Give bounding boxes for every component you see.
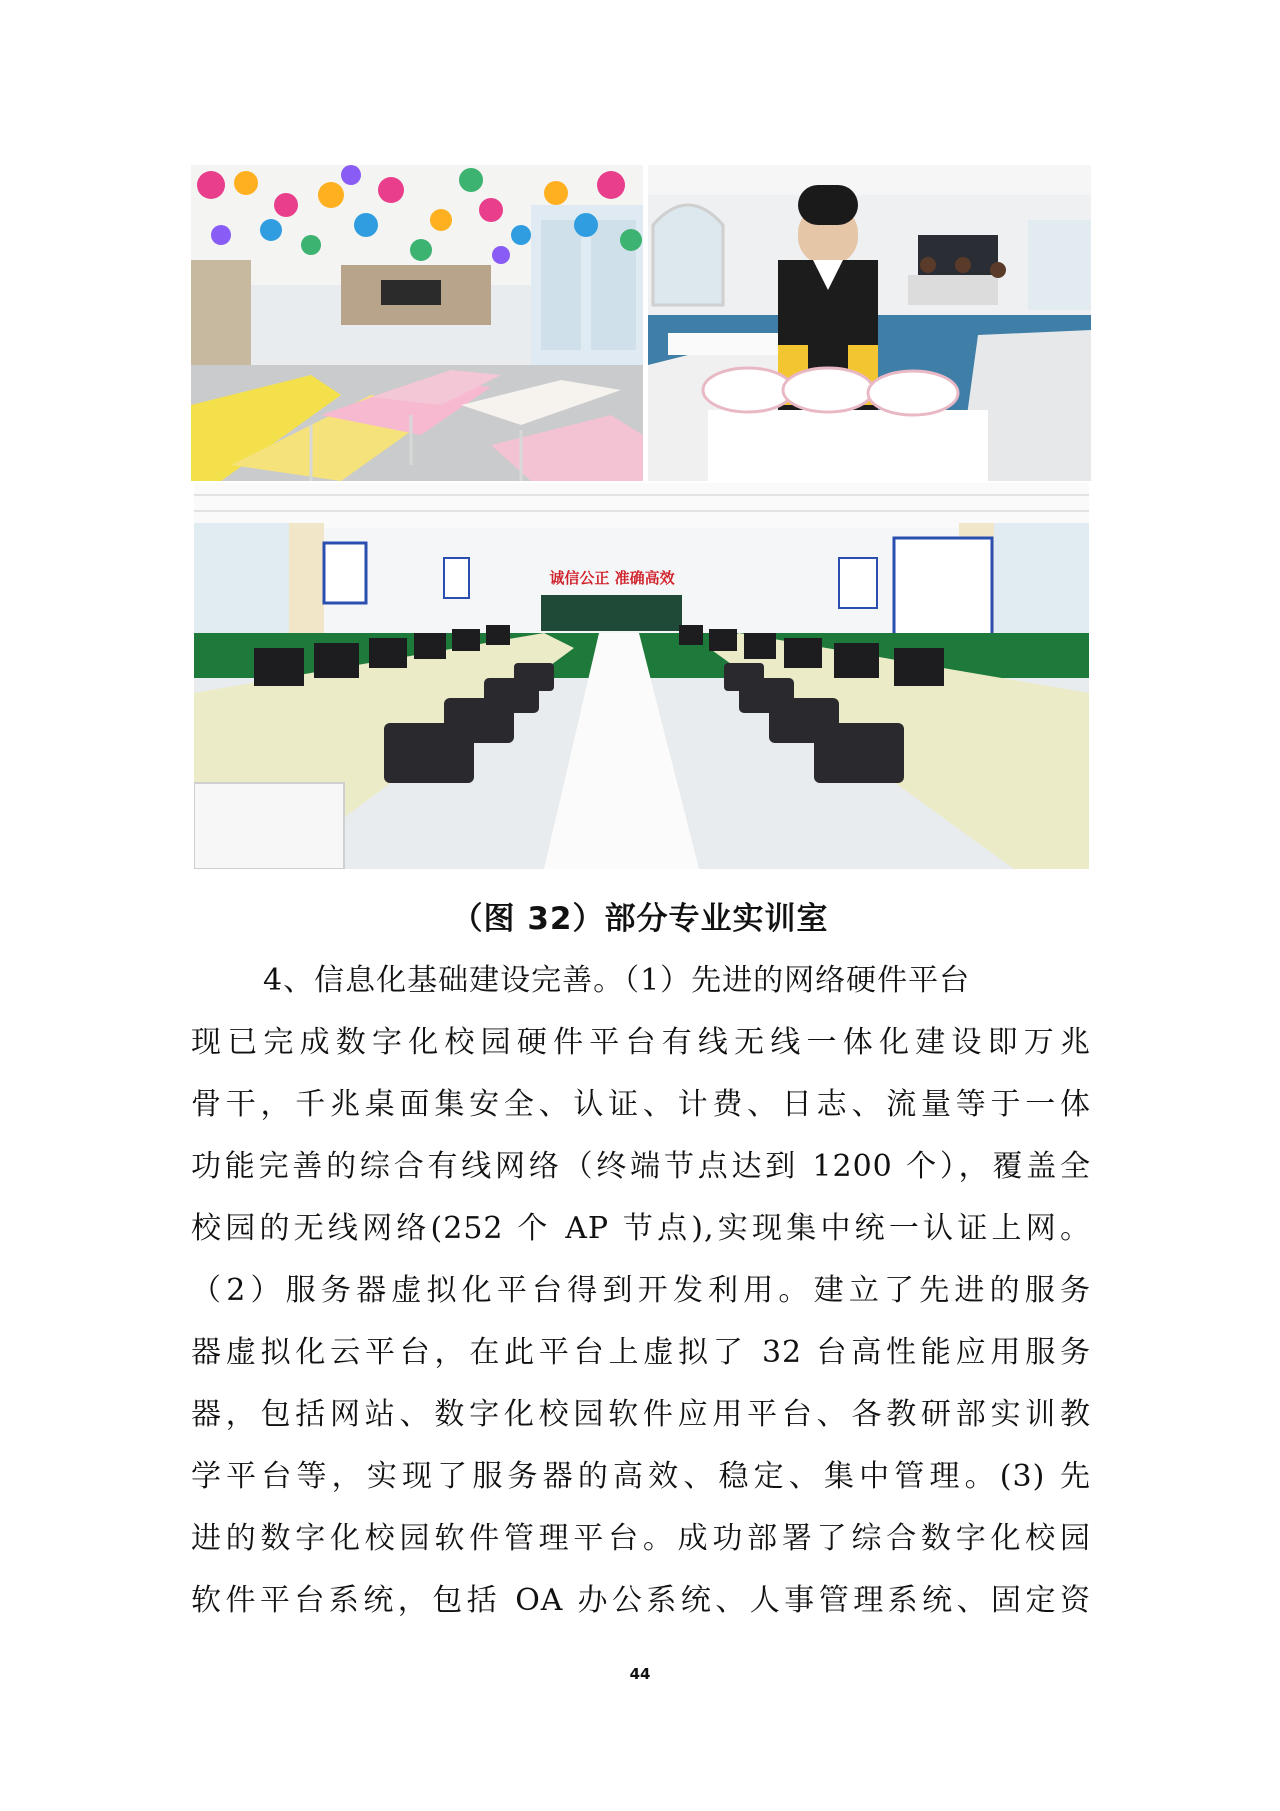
wall-slogan: 诚信公正 准确高效 [549,569,675,587]
craft-classroom-photo [191,165,643,481]
paragraph-line: 校园的无线网络(252 个 AP 节点),实现集中统一认证上网。 [191,1211,1091,1246]
page-number: 44 [629,1665,651,1683]
paragraph-line: 器虚拟化云平台，在此平台上虚拟了 32 台高性能应用服务 [191,1335,1091,1370]
paragraph-line: 4、信息化基础建设完善。（1）先进的网络硬件平台 [263,963,971,998]
body-paragraph [191,950,1091,1632]
paragraph-line: 现已完成数字化校园硬件平台有线无线一体化建设即万兆 [191,1025,1091,1060]
paragraph-line: 功能完善的综合有线网络（终端节点达到 1200 个），覆盖全 [191,1149,1091,1184]
paragraph-line: 学平台等，实现了服务器的高效、稳定、集中管理。(3) 先 [191,1459,1091,1494]
paragraph-line: （2）服务器虚拟化平台得到开发利用。建立了先进的服务 [191,1273,1091,1308]
paragraph-line: 软件平台系统，包括 OA 办公系统、人事管理系统、固定资 [191,1583,1091,1618]
figure-caption: （图 32）部分专业实训室 [451,901,829,937]
paragraph-line: 器，包括网站、数字化校园软件应用平台、各教研部实训教 [191,1397,1091,1432]
paragraph-line: 进的数字化校园软件管理平台。成功部署了综合数字化校园 [191,1521,1091,1556]
paragraph-line: 骨干，千兆桌面集安全、认证、计费、日志、流量等于一体 [191,1087,1091,1122]
computer-room-photo [194,483,1089,869]
training-room-photo [648,165,1091,481]
